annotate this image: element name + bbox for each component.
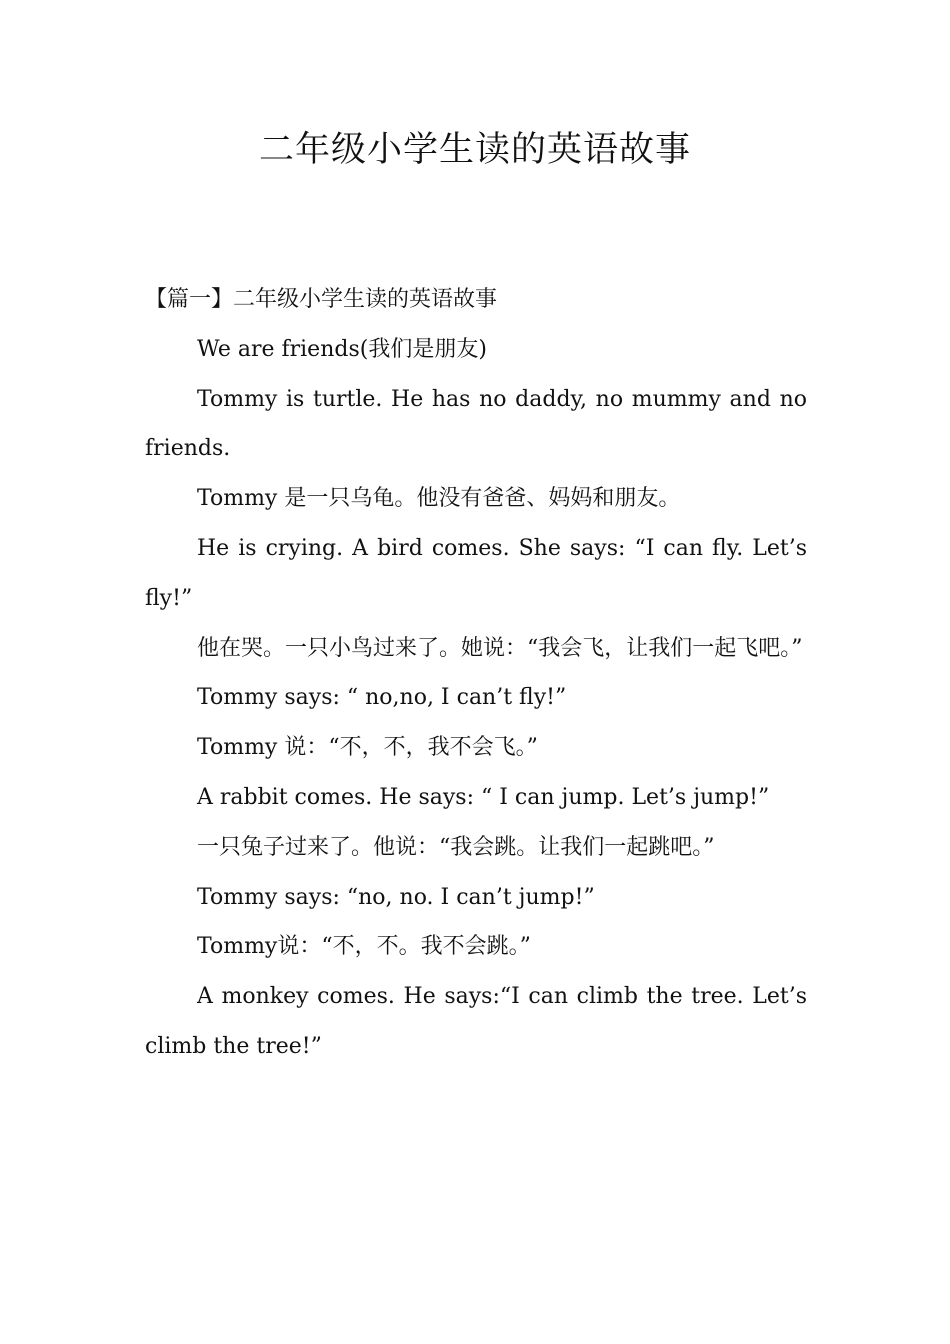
section-heading: 【篇一】二年级小学生读的英语故事 xyxy=(145,287,498,312)
paragraph: 一只兔子过来了。他说：“我会跳。让我们一起跳吧。” xyxy=(197,834,715,860)
paragraph: A monkey comes. He says:“I can climb the tree. Let’s climb the tree!” xyxy=(145,984,807,1059)
paragraph: 他在哭。一只小鸟过来了。她说：“我会飞，让我们一起飞吧。” xyxy=(197,635,803,661)
paragraph: Tommy says: “no, no. I can’t jump!” xyxy=(197,884,595,910)
paragraph: Tommy says: “ no,no, I can’t fly!” xyxy=(197,685,567,711)
paragraph: Tommy说：“不，不。我不会跳。” xyxy=(197,934,531,960)
paragraph: A rabbit comes. He says: “ I can jump. Let’s jump!” xyxy=(197,784,770,810)
paragraph: Tommy is turtle. He has no daddy, no mummy and no friends. xyxy=(145,386,807,462)
document-body xyxy=(145,275,807,1072)
paragraph: Tommy 是一只乌龟。他没有爸爸、妈妈和朋友。 xyxy=(197,486,681,512)
paragraph: Tommy 说：“不，不，我不会飞。” xyxy=(197,735,538,761)
story-title: We are friends(我们是朋友) xyxy=(197,336,487,362)
document-title: 二年级小学生读的英语故事 xyxy=(258,130,691,170)
paragraph: He is crying. A bird comes. She says: “I can fly. Let’s fly!” xyxy=(145,535,807,611)
